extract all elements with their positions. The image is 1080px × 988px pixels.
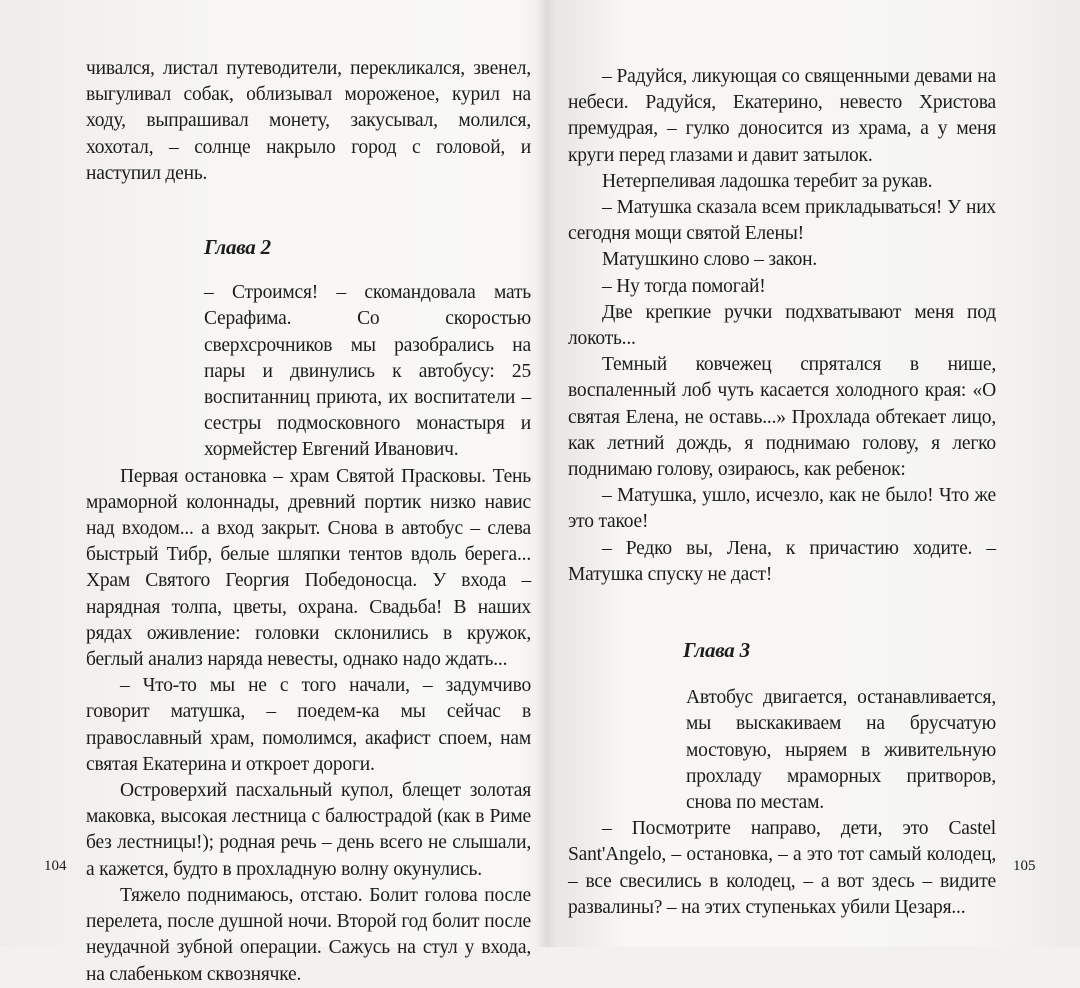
paragraph: – Ну тогда помогай!	[602, 275, 766, 297]
paragraph: Автобус двигается, останавливается, мы выскакиваем на брусчатую мостовую, ныряем в живительную прохладу мраморных притворов, снова по местам.	[686, 687, 996, 814]
chapter-title: Глава 2	[204, 235, 271, 260]
book-gutter	[536, 0, 558, 947]
paragraph: – Матушка сказала всем прикладываться! У них сегодня мощи святой Елены!	[568, 197, 996, 245]
page-number: 105	[1013, 858, 1036, 874]
paragraph: Две крепкие ручки подхватывают меня под локоть...	[568, 301, 996, 350]
paragraph: Тяжело поднимаюсь, отстаю. Болит голова после перелета, после душной ночи. Второй год болит после неудачной зубной операции. Сажусь на стул у входа, на слабеньком сквознячке.	[86, 884, 531, 985]
paragraph: – Строимся! – скомандовала мать Серафима. Со скоростью сверхсрочников мы разобрались на пары и двинулись к автобусу: 25 воспитанниц приюта, их воспитатели – сестры подмосковного монастыря и хормейстер Евгений Иванович.	[204, 282, 531, 461]
paragraph: – Матушка, ушло, исчезло, как не было! Что же это такое!	[568, 485, 996, 533]
paragraph: Матушкино слово – закон.	[602, 249, 818, 271]
paragraph: – Редко вы, Лена, к причастию ходите. – Матушка спуску не даст!	[568, 537, 996, 585]
paragraph: Островерхий пасхальный купол, блещет золотая маковка, высокая лестница с балюстрадой (как в Риме без лестницы!); родная речь – день всего не слышали, а кажется, будто в прохладную волну окунулись.	[86, 780, 531, 880]
paragraph: – Радуйся, ликующая со священными девами на небеси. Радуйся, Екатерино, невесто Христова премудрая, – гулко доносится из храма, а у меня круги перед глазами и давит затылок.	[568, 66, 996, 166]
paragraph: Темный ковчежец спрятался в нише, воспаленный лоб чуть касается холодного края: «О святая Елена, не оставь...» Прохлада обтекает лицо, как летний дождь, я поднимаю голову, я легко поднимаю голову, озираюсь, как ребенок:	[568, 354, 996, 481]
paragraph: – Посмотрите направо, дети, это Castel Sant'Angelo, – остановка, – а это тот самый колодец, – все свесились в колодец, – а вот здесь – видите развалины? – на этих ступеньках убили Цезаря...	[568, 818, 996, 918]
left-page	[86, 56, 531, 988]
chapter-title: Глава 3	[683, 638, 750, 663]
paragraph: Первая остановка – храм Святой Прасковы. Тень мраморной колоннады, древний портик низко навис над входом... а вход закрыт. Снова в автобус – слева быстрый Тибр, белые шляпки тентов вдоль берега... Храм Святого Георгия Победоносца. У входа – нарядная толпа, цветы, охрана. Свадьба! В наших рядах оживление: головки склонились в кружок, беглый анализ наряда невесты, однако надо ждать...	[86, 465, 531, 671]
paragraph: Нетерпеливая ладошка теребит за рукав.	[602, 170, 933, 192]
right-page	[568, 64, 996, 921]
page-number: 104	[44, 858, 67, 874]
continuation-paragraph: чивался, листал путеводители, перекликался, звенел, выгуливал собак, облизывал мороженое, курил на ходу, выпрашивал монету, закусывал, молился, хохотал, – солнце накрыло город с головой, и наступил день.	[86, 58, 531, 184]
paragraph: – Что-то мы не с того начали, – задумчиво говорит матушка, – поедем-ка мы сейчас в православный храм, помолимся, акафист споем, нам святая Екатерина и откроет дороги.	[86, 675, 531, 775]
